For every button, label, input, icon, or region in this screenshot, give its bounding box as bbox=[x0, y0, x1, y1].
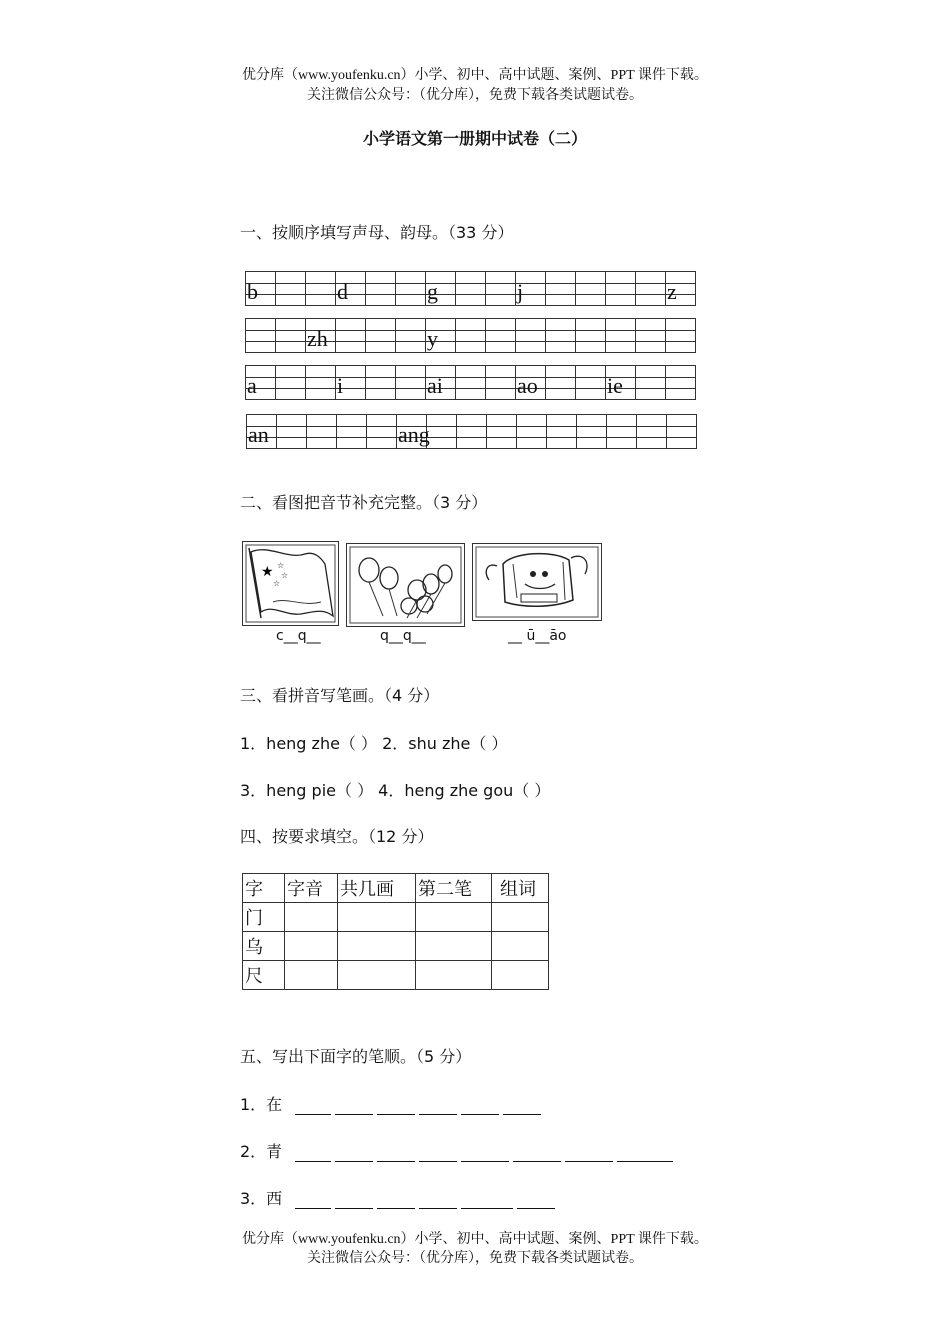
pinyin-answer-2: q__q__ bbox=[380, 628, 426, 644]
grid-cell bbox=[577, 415, 607, 449]
grid-cell bbox=[606, 272, 636, 306]
grid-letter: b bbox=[247, 279, 258, 304]
grid-cell bbox=[516, 319, 546, 353]
blank-line bbox=[513, 1145, 561, 1162]
section-1-heading: 一、按顺序填写声母、韵母。（33 分） bbox=[240, 223, 514, 242]
blank-line bbox=[517, 1192, 555, 1209]
character-table bbox=[242, 873, 549, 990]
pinyin-grid-row-2 bbox=[245, 318, 696, 353]
table-header-cell: 字音 bbox=[285, 874, 338, 903]
grid-cell bbox=[456, 366, 486, 400]
grid-letter: an bbox=[248, 422, 269, 447]
grid-cell bbox=[246, 319, 276, 353]
pinyin-grid-row-1 bbox=[245, 271, 696, 306]
grid-cell bbox=[336, 319, 366, 353]
grid-cell bbox=[486, 319, 516, 353]
table-header-row bbox=[243, 874, 549, 903]
grid-cell bbox=[277, 415, 307, 449]
table-cell bbox=[492, 932, 549, 961]
flag-picture bbox=[242, 541, 339, 626]
table-row bbox=[243, 932, 549, 961]
blank-line bbox=[461, 1145, 509, 1162]
svg-text:☆: ☆ bbox=[281, 571, 289, 580]
grid-cell bbox=[457, 415, 487, 449]
blank-line bbox=[503, 1098, 541, 1115]
balloons-picture bbox=[346, 543, 465, 627]
blank-line bbox=[295, 1145, 331, 1162]
pinyin-answer-1: c__q__ bbox=[276, 628, 321, 644]
grid-cell bbox=[336, 272, 366, 306]
grid-cell bbox=[606, 366, 636, 400]
grid-letter: j bbox=[517, 279, 524, 304]
grid-cell bbox=[607, 415, 637, 449]
header-line-2: 关注微信公众号：（优分库），免费下载各类试题试卷。 bbox=[307, 88, 643, 103]
grid-cell bbox=[426, 272, 456, 306]
grid-letter: i bbox=[337, 373, 344, 398]
grid-cell bbox=[636, 272, 666, 306]
schoolbag-icon bbox=[473, 544, 601, 620]
grid-cell bbox=[487, 415, 517, 449]
grid-cell bbox=[636, 319, 666, 353]
table-cell bbox=[492, 961, 549, 990]
grid-cell bbox=[397, 415, 430, 449]
blank-line bbox=[335, 1145, 373, 1162]
stroke-order-item-1 bbox=[240, 1092, 545, 1115]
header-line-1: 优分库（www.youfenku.cn）小学、初中、高中试题、案例、PPT 课件下载。 bbox=[242, 68, 708, 83]
grid-letter: g bbox=[427, 279, 438, 304]
grid-letter: y bbox=[427, 326, 438, 351]
grid-cell bbox=[246, 272, 276, 306]
grid-cell bbox=[276, 366, 306, 400]
grid-cell bbox=[426, 319, 456, 353]
table-header-cell: 共几画 bbox=[338, 874, 416, 903]
grid-cell bbox=[517, 415, 547, 449]
table-row-character: 乌 bbox=[243, 932, 285, 961]
blank-line bbox=[617, 1145, 673, 1162]
grid-cell bbox=[306, 366, 336, 400]
blank-line bbox=[419, 1192, 457, 1209]
blank-line bbox=[295, 1192, 331, 1209]
section-2-heading: 二、看图把音节补充完整。（3 分） bbox=[240, 493, 488, 512]
grid-letter: ai bbox=[427, 373, 443, 398]
blank-line bbox=[377, 1192, 415, 1209]
blank-line bbox=[377, 1098, 415, 1115]
grid-cell bbox=[456, 319, 486, 353]
blank-line bbox=[335, 1098, 373, 1115]
grid-cell bbox=[666, 366, 696, 400]
grid-cell bbox=[306, 319, 336, 353]
grid-letter: d bbox=[337, 279, 348, 304]
grid-cell bbox=[366, 319, 396, 353]
table-header-cell: 组词 bbox=[492, 874, 549, 903]
grid-cell bbox=[396, 319, 426, 353]
blank-line bbox=[419, 1145, 457, 1162]
pinyin-answer-3: __ ū__āo bbox=[508, 628, 567, 644]
table-row-character: 门 bbox=[243, 903, 285, 932]
grid-row bbox=[246, 366, 696, 400]
table-cell bbox=[338, 932, 416, 961]
grid-cell bbox=[276, 272, 306, 306]
grid-cell bbox=[666, 319, 696, 353]
grid-cell bbox=[337, 415, 367, 449]
stroke-question-line-1: 1．heng zhe（ ） 2．shu zhe（ ） bbox=[240, 734, 508, 753]
grid-letter: ie bbox=[607, 373, 623, 398]
grid-cell bbox=[546, 366, 576, 400]
table-cell bbox=[338, 903, 416, 932]
grid-cell bbox=[606, 319, 636, 353]
page-title: 小学语文第一册期中试卷（二） bbox=[362, 129, 587, 148]
stroke-order-label: 3．西 bbox=[240, 1189, 283, 1208]
grid-cell bbox=[336, 366, 366, 400]
section-4-heading: 四、按要求填空。（12 分） bbox=[240, 827, 434, 846]
grid-row bbox=[246, 319, 696, 353]
grid-cell bbox=[427, 415, 457, 449]
stroke-order-item-2 bbox=[240, 1139, 677, 1162]
stroke-order-item-3 bbox=[240, 1186, 559, 1209]
grid-cell bbox=[576, 272, 606, 306]
grid-letter: zh bbox=[307, 326, 328, 351]
grid-cell bbox=[546, 272, 576, 306]
grid-row bbox=[246, 272, 696, 306]
grid-letter: a bbox=[247, 373, 257, 398]
table-row-character: 尺 bbox=[243, 961, 285, 990]
table-header-cell: 第二笔 bbox=[416, 874, 492, 903]
grid-cell bbox=[456, 272, 486, 306]
table-header-cell: 字 bbox=[243, 874, 285, 903]
grid-cell bbox=[547, 415, 577, 449]
balloons-icon bbox=[347, 544, 464, 626]
svg-text:☆: ☆ bbox=[273, 579, 281, 588]
grid-cell bbox=[637, 415, 667, 449]
table-cell bbox=[338, 961, 416, 990]
blank-line bbox=[461, 1192, 513, 1209]
grid-cell bbox=[636, 366, 666, 400]
grid-cell bbox=[667, 415, 697, 449]
grid-cell bbox=[367, 415, 397, 449]
schoolbag-picture bbox=[472, 543, 602, 621]
grid-cell bbox=[247, 415, 277, 449]
footer-line-2: 关注微信公众号：（优分库），免费下载各类试题试卷。 bbox=[307, 1251, 643, 1266]
blank-line bbox=[419, 1098, 457, 1115]
table-cell bbox=[416, 903, 492, 932]
grid-cell bbox=[516, 272, 546, 306]
footer-line-1: 优分库（www.youfenku.cn）小学、初中、高中试题、案例、PPT 课件下载。 bbox=[242, 1232, 708, 1247]
table-row bbox=[243, 903, 549, 932]
grid-letter: ang bbox=[398, 422, 430, 447]
grid-cell bbox=[516, 366, 546, 400]
grid-cell bbox=[546, 319, 576, 353]
grid-cell bbox=[666, 272, 696, 306]
grid-cell bbox=[486, 366, 516, 400]
table-cell bbox=[492, 903, 549, 932]
pinyin-grid-row-4 bbox=[246, 414, 697, 449]
grid-row bbox=[247, 415, 697, 449]
grid-cell bbox=[396, 272, 426, 306]
flag-icon bbox=[243, 542, 338, 625]
stroke-order-label: 2．青 bbox=[240, 1142, 283, 1161]
svg-text:☆: ☆ bbox=[277, 561, 285, 570]
table-cell bbox=[285, 903, 338, 932]
table-cell bbox=[285, 932, 338, 961]
blank-line bbox=[335, 1192, 373, 1209]
grid-cell bbox=[486, 272, 516, 306]
grid-cell bbox=[366, 366, 396, 400]
grid-cell bbox=[276, 319, 306, 353]
grid-letter: ao bbox=[517, 373, 538, 398]
grid-cell bbox=[426, 366, 456, 400]
grid-cell bbox=[366, 272, 396, 306]
blank-line bbox=[295, 1098, 331, 1115]
grid-cell bbox=[576, 366, 606, 400]
table-cell bbox=[416, 961, 492, 990]
grid-cell bbox=[246, 366, 276, 400]
stroke-question-line-2: 3．heng pie（ ） 4．heng zhe gou（ ） bbox=[240, 781, 551, 800]
svg-text:★: ★ bbox=[261, 564, 274, 580]
grid-letter: z bbox=[667, 279, 677, 304]
section-3-heading: 三、看拼音写笔画。（4 分） bbox=[240, 686, 440, 705]
section-5-heading: 五、写出下面字的笔顺。（5 分） bbox=[240, 1047, 472, 1066]
grid-cell bbox=[396, 366, 426, 400]
table-cell bbox=[416, 932, 492, 961]
blank-line bbox=[565, 1145, 613, 1162]
blank-line bbox=[377, 1145, 415, 1162]
table-cell bbox=[285, 961, 338, 990]
stroke-order-label: 1．在 bbox=[240, 1095, 283, 1114]
table-row bbox=[243, 961, 549, 990]
blank-line bbox=[461, 1098, 499, 1115]
grid-cell bbox=[306, 272, 336, 306]
grid-cell bbox=[576, 319, 606, 353]
pinyin-grid-row-3 bbox=[245, 365, 696, 400]
grid-cell bbox=[307, 415, 337, 449]
